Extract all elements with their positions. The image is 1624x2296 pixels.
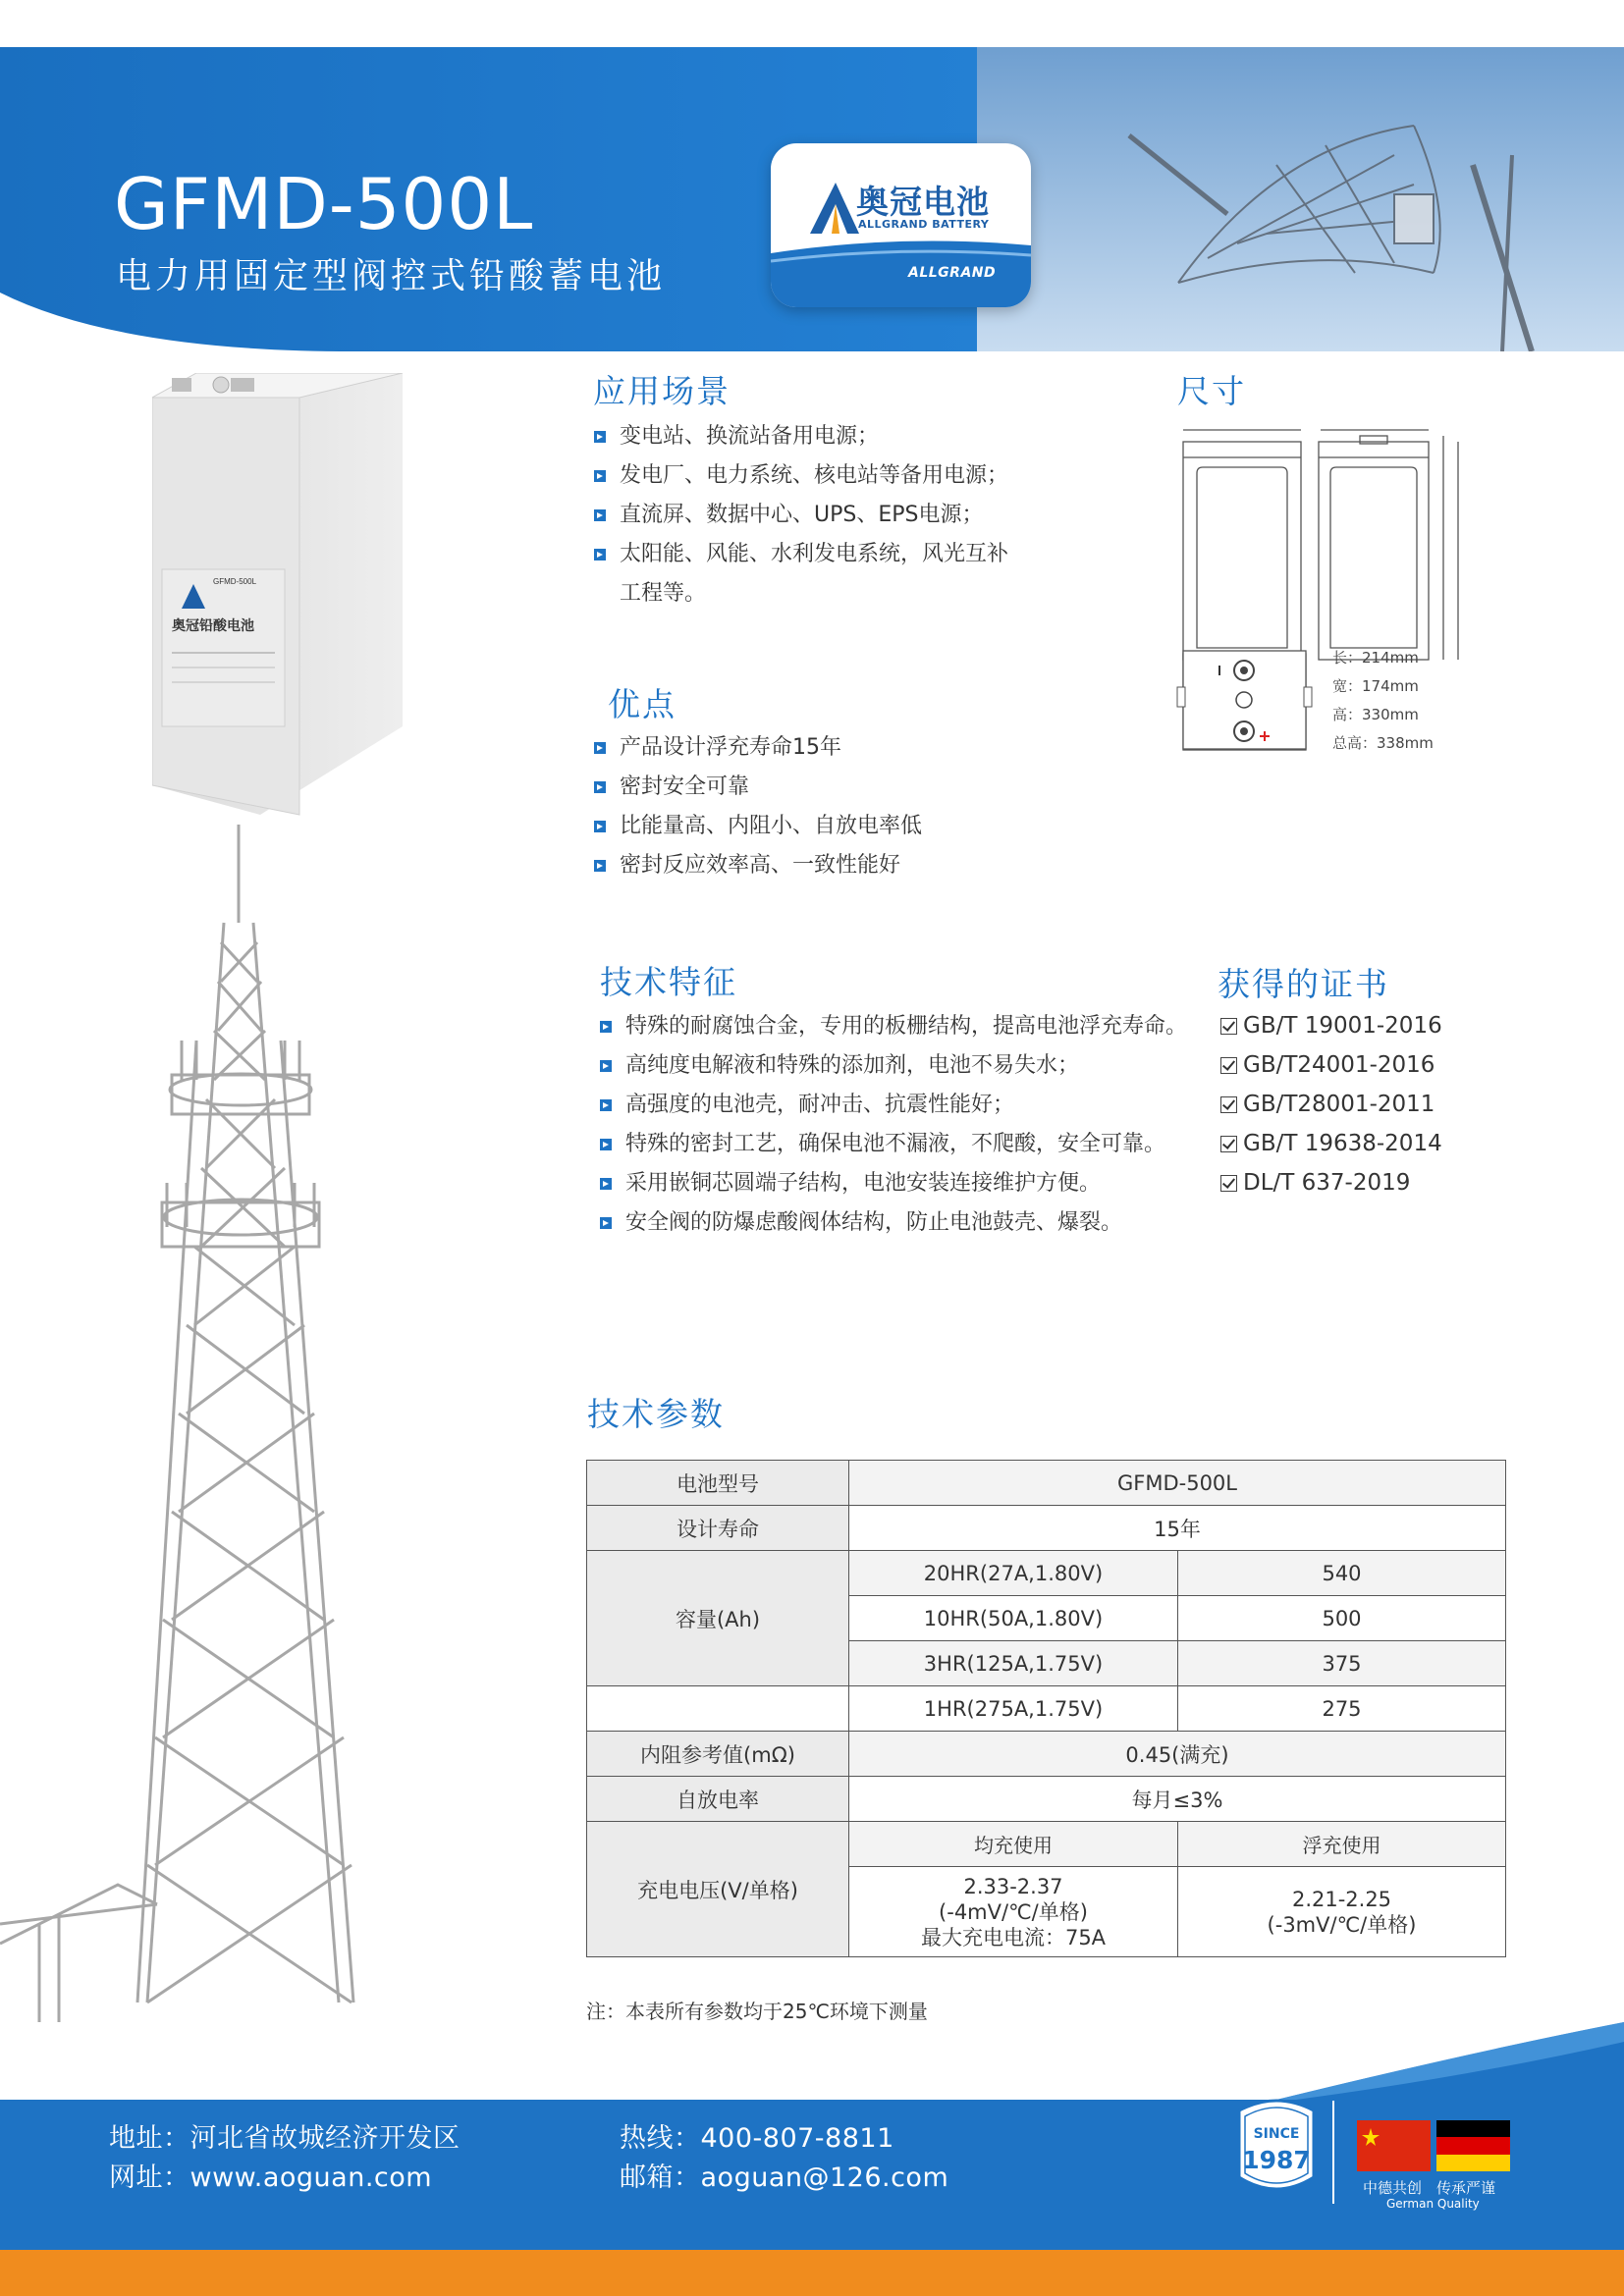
advantages-title: 优点 xyxy=(608,685,677,723)
list-item: 变电站、换流站备用电源； xyxy=(594,417,1008,456)
dimension-specs xyxy=(1332,644,1434,758)
list-item: 密封安全可靠 xyxy=(594,768,922,807)
bullet-icon xyxy=(594,431,606,443)
logo-chinese-name: 奥冠电池 xyxy=(856,183,990,221)
since-label: SINCE xyxy=(1253,2126,1300,2142)
capacity-spacer xyxy=(587,1686,849,1732)
slogan-english: German Quality xyxy=(1386,2197,1480,2211)
battery-label-model: GFMD-500L xyxy=(213,577,257,586)
capacity-rate: 3HR(125A,1.75V) xyxy=(849,1641,1178,1686)
dimensions-title: 尺寸 xyxy=(1177,372,1246,410)
certificate-item: GB/T28001-2011 xyxy=(1220,1085,1442,1124)
capacity-rate: 1HR(275A,1.75V) xyxy=(849,1686,1178,1732)
bullet-icon xyxy=(600,1099,612,1111)
since-badge-icon xyxy=(1239,2101,1314,2189)
float-voltage: 2.21-2.25 xyxy=(1291,1887,1392,1911)
dimension-width: 宽：174mm xyxy=(1332,677,1419,695)
list-item-continuation: 工程等。 xyxy=(620,581,707,606)
bullet-icon xyxy=(594,470,606,482)
float-header: 浮充使用 xyxy=(1178,1822,1506,1867)
checkbox-icon xyxy=(1220,1136,1237,1152)
logo-mark-icon xyxy=(810,183,859,234)
list-item: 特殊的耐腐蚀合金，专用的板栅结构，提高电池浮充寿命。 xyxy=(600,1007,1187,1046)
capacity-value: 375 xyxy=(1178,1641,1506,1686)
bullet-icon xyxy=(600,1217,612,1229)
bullet-icon xyxy=(594,509,606,521)
features-list xyxy=(600,1007,1187,1243)
since-year: 1987 xyxy=(1242,2146,1311,2174)
bullet-icon xyxy=(594,821,606,832)
table-row xyxy=(587,1551,1506,1596)
china-flag-icon xyxy=(1357,2120,1431,2171)
float-values xyxy=(1178,1867,1506,1957)
list-item: 高强度的电池壳，耐冲击、抗震性能好； xyxy=(600,1086,1187,1125)
bullet-icon xyxy=(594,742,606,754)
battery-label-brand: 奥冠铅酸电池 xyxy=(172,618,254,634)
advantages-list xyxy=(594,728,922,885)
capacity-label: 容量(Ah) xyxy=(587,1551,849,1686)
certificate-item: GB/T 19001-2016 xyxy=(1220,1006,1442,1045)
logo-wordmark: ALLGRAND xyxy=(908,265,997,281)
certificate-item: GB/T 19638-2014 xyxy=(1220,1124,1442,1163)
dimension-length: 长：214mm xyxy=(1332,649,1419,667)
checkbox-icon xyxy=(1220,1018,1237,1035)
list-item: 高纯度电解液和特殊的添加剂，电池不易失水； xyxy=(600,1046,1187,1086)
capacity-rate: 20HR(27A,1.80V) xyxy=(849,1551,1178,1596)
germany-flag-icon xyxy=(1436,2120,1510,2171)
list-item: 密封反应效率高、一致性能好 xyxy=(594,846,922,885)
certificates-list xyxy=(1220,1006,1442,1202)
bullet-icon xyxy=(594,549,606,561)
checkbox-icon xyxy=(1220,1096,1237,1113)
application-title: 应用场景 xyxy=(593,372,731,410)
bullet-icon xyxy=(594,860,606,872)
bullet-icon xyxy=(600,1021,612,1033)
resistance-value: 0.45(满充) xyxy=(849,1732,1506,1777)
header-banner xyxy=(0,47,1624,351)
list-item: 直流屏、数据中心、UPS、EPS电源； xyxy=(594,496,1008,535)
list-item: 发电厂、电力系统、核电站等备用电源； xyxy=(594,456,1008,496)
capacity-value: 275 xyxy=(1178,1686,1506,1732)
certificate-item: DL/T 637-2019 xyxy=(1220,1163,1442,1202)
equalize-voltage: 2.33-2.37 xyxy=(963,1874,1063,1898)
certificate-item: GB/T24001-2016 xyxy=(1220,1045,1442,1085)
dimension-total-height: 总高：338mm xyxy=(1332,734,1434,752)
footer-hotline[interactable]: 热线：400-807-8811 xyxy=(620,2123,894,2154)
product-subtitle: 电力用固定型阀控式铅酸蓄电池 xyxy=(116,256,667,296)
application-list xyxy=(594,417,1008,614)
self-discharge-label: 自放电率 xyxy=(587,1777,849,1822)
slogan-chinese: 中德共创 传承严谨 xyxy=(1363,2179,1496,2197)
table-row xyxy=(587,1461,1506,1506)
list-item: 产品设计浮充寿命15年 xyxy=(594,728,922,768)
logo-english-name: ALLGRAND BATTERY xyxy=(858,218,990,231)
table-row xyxy=(587,1777,1506,1822)
bullet-icon xyxy=(600,1178,612,1190)
checkbox-icon xyxy=(1220,1057,1237,1074)
capacity-rate: 10HR(50A,1.80V) xyxy=(849,1596,1178,1641)
list-item: 采用嵌铜芯圆端子结构，电池安装连接维护方便。 xyxy=(600,1164,1187,1203)
resistance-label: 内阻参考值(mΩ) xyxy=(587,1732,849,1777)
bullet-icon xyxy=(594,781,606,793)
equalize-header: 均充使用 xyxy=(849,1822,1178,1867)
life-value: 15年 xyxy=(849,1506,1506,1551)
list-item: 太阳能、风能、水利发电系统，风光互补 xyxy=(594,535,1008,574)
dimension-height: 高：330mm xyxy=(1332,706,1419,723)
table-row xyxy=(587,1506,1506,1551)
list-item: 安全阀的防爆虑酸阀体结构，防止电池鼓壳、爆裂。 xyxy=(600,1203,1187,1243)
footer-email[interactable]: 邮箱：aoguan@126.com xyxy=(620,2163,949,2193)
float-coefficient: (-3mV/℃/单格) xyxy=(1267,1912,1417,1937)
list-item: 比能量高、内阻小、自放电率低 xyxy=(594,807,922,846)
equalize-coefficient: (-4mV/℃/单格) xyxy=(939,1899,1088,1924)
bullet-icon xyxy=(600,1139,612,1150)
equalize-values xyxy=(849,1867,1178,1957)
product-code: GFMD-500L xyxy=(114,163,534,245)
checkbox-icon xyxy=(1220,1175,1237,1192)
list-item: 特殊的密封工艺，确保电池不漏液，不爬酸，安全可靠。 xyxy=(600,1125,1187,1164)
table-row xyxy=(587,1686,1506,1732)
battery-product-photo xyxy=(152,373,407,825)
features-title: 技术特征 xyxy=(600,963,737,1001)
specs-title: 技术参数 xyxy=(587,1395,725,1433)
table-row xyxy=(587,1732,1506,1777)
table-row xyxy=(587,1822,1506,1867)
footer xyxy=(0,1993,1624,2296)
self-discharge-value: 每月≤3% xyxy=(849,1777,1506,1822)
model-label: 电池型号 xyxy=(587,1461,849,1506)
capacity-value: 500 xyxy=(1178,1596,1506,1641)
brand-logo xyxy=(771,143,1031,307)
bullet-icon xyxy=(600,1060,612,1072)
charge-voltage-label: 充电电压(V/单格) xyxy=(587,1822,849,1957)
measurement-note: 注：本表所有参数均于25℃环境下测量 xyxy=(586,2000,928,2023)
specs-table xyxy=(586,1460,1506,1957)
footer-website[interactable]: 网址：www.aoguan.com xyxy=(109,2163,433,2193)
model-value: GFMD-500L xyxy=(849,1461,1506,1506)
equalize-max-current: 最大充电电流：75A xyxy=(920,1925,1107,1949)
life-label: 设计寿命 xyxy=(587,1506,849,1551)
footer-address: 地址：河北省故城经济开发区 xyxy=(109,2123,460,2154)
certificates-title: 获得的证书 xyxy=(1218,965,1389,1003)
capacity-value: 540 xyxy=(1178,1551,1506,1596)
